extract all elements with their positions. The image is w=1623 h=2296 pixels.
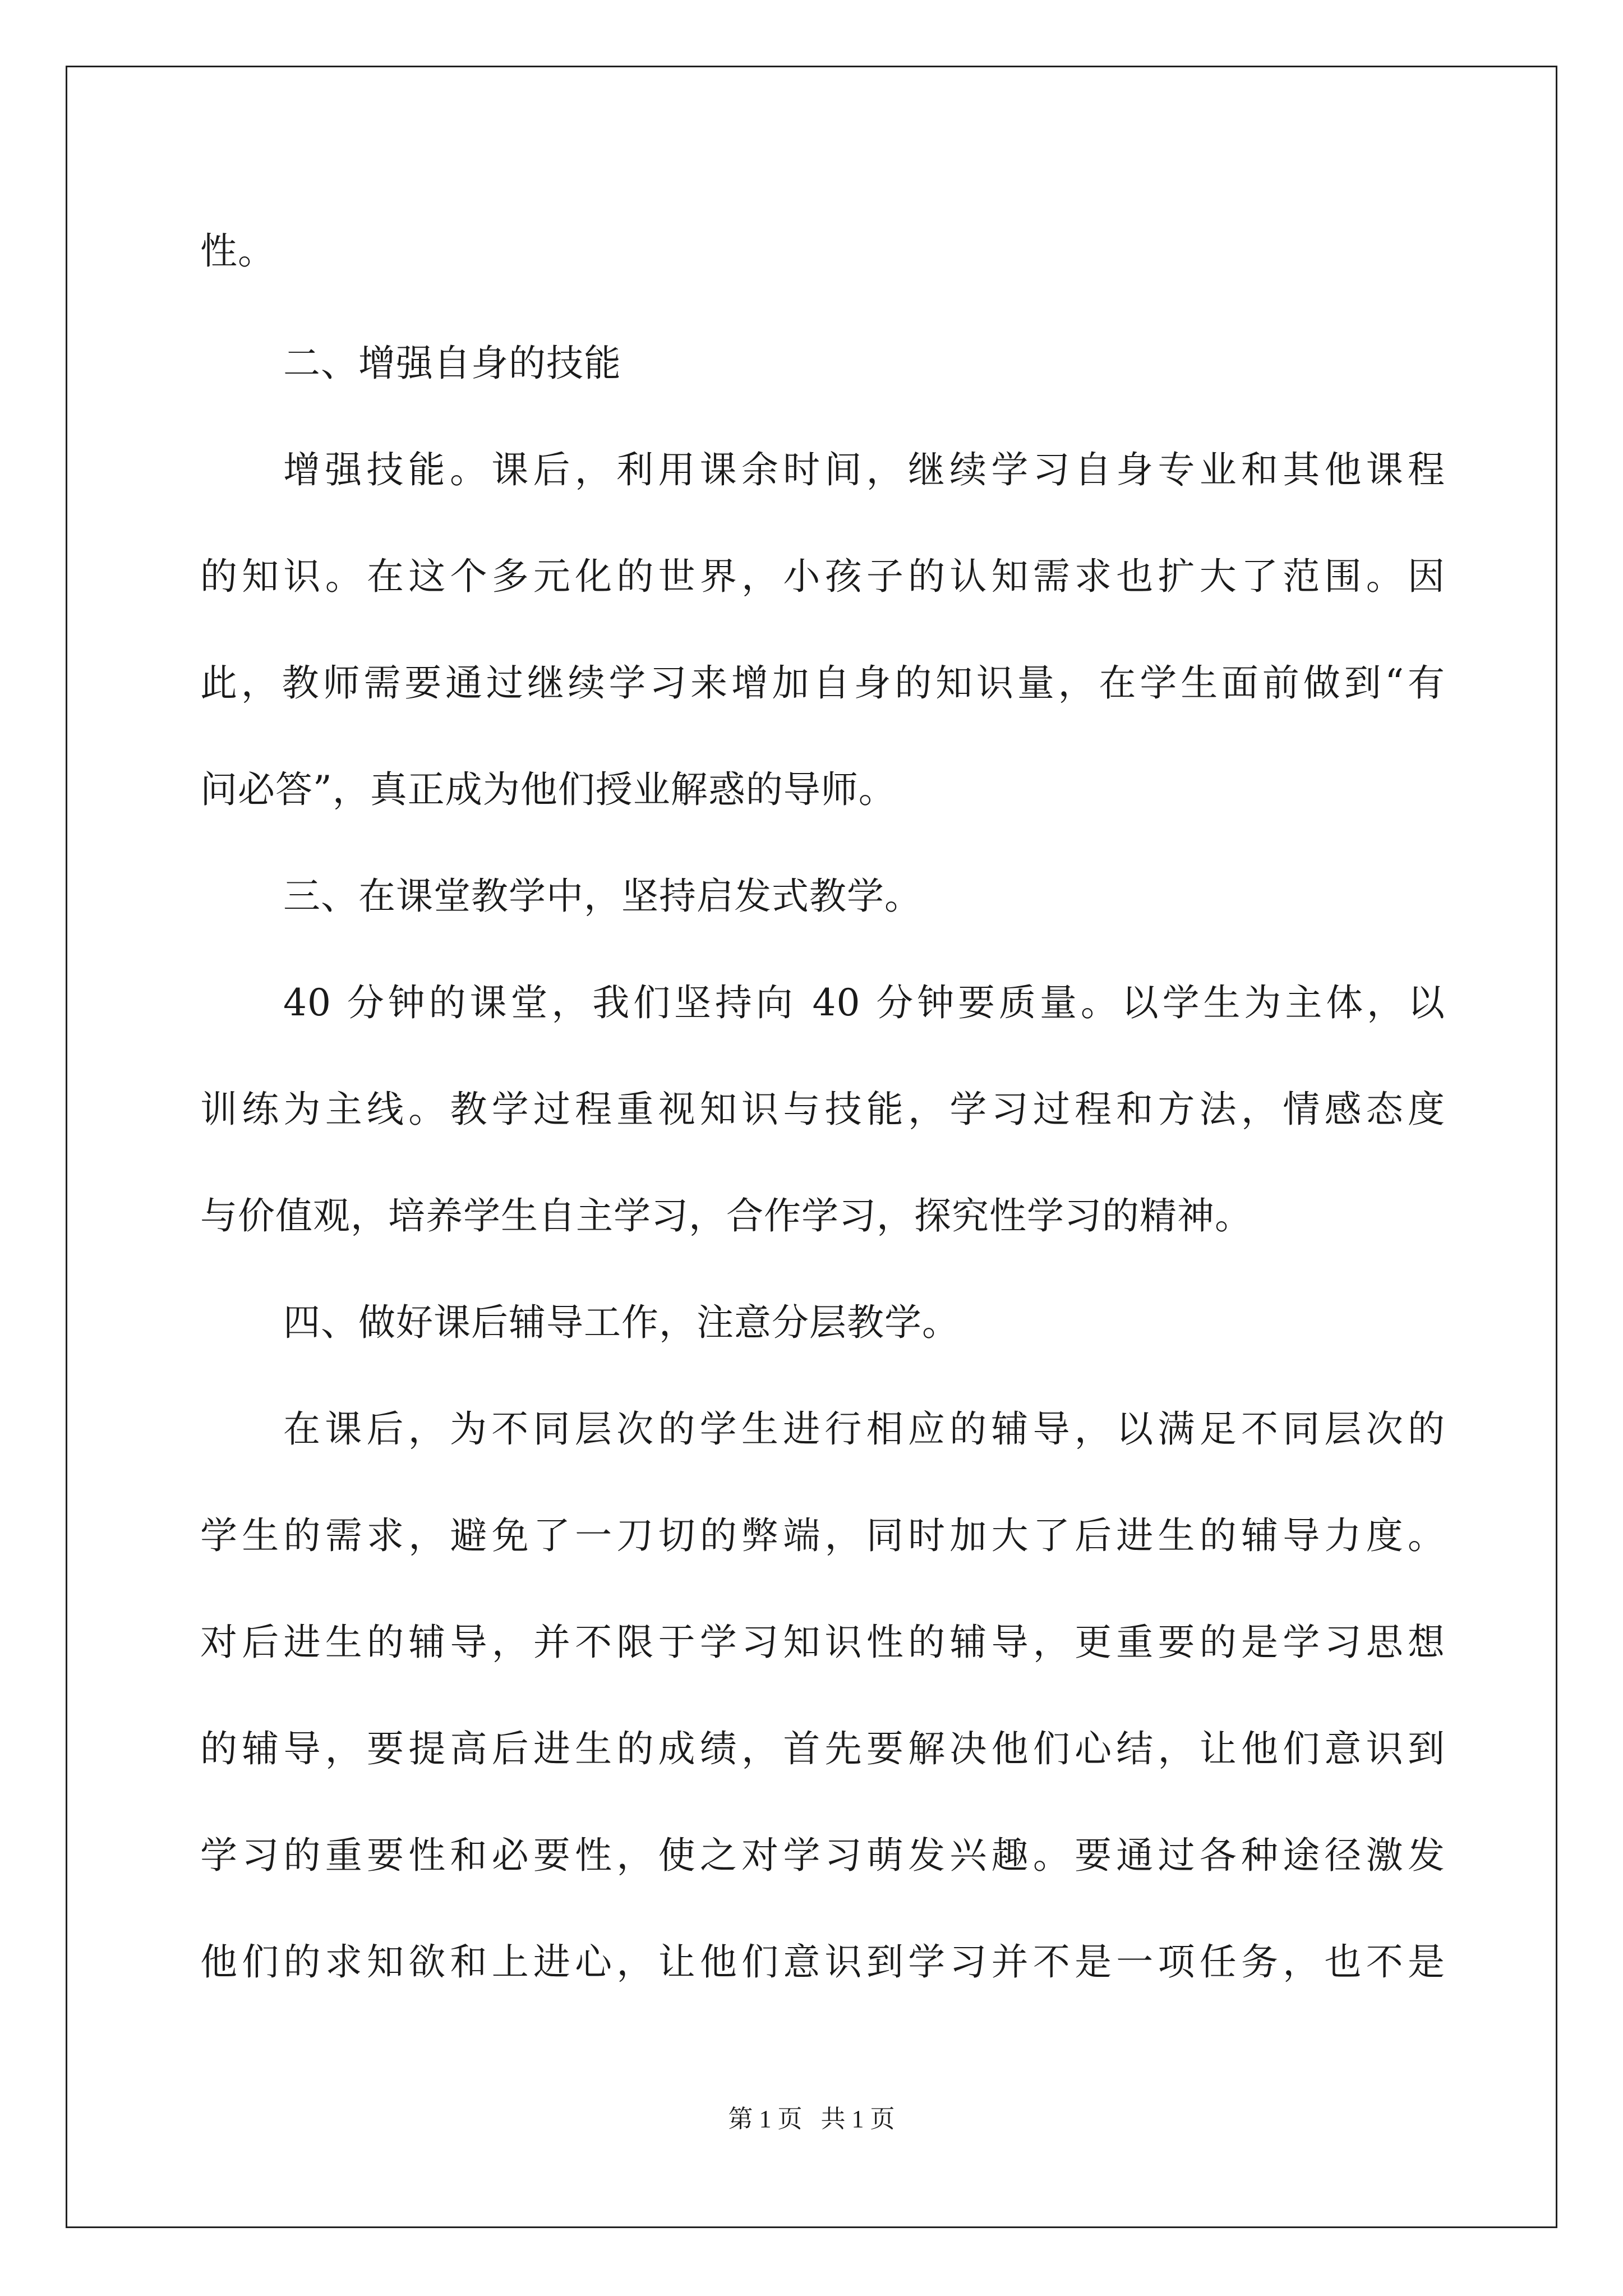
text-line: 训练为主线。教学过程重视知识与技能，学习过程和方法，情感态度	[200, 1088, 1445, 1131]
text-line: 对后进生的辅导，并不限于学习知识性的辅导，更重要的是学习思想	[200, 1621, 1445, 1664]
text-line: 在课后，为不同层次的学生进行相应的辅导，以满足不同层次的	[283, 1407, 1445, 1451]
text-line: 学习的重要性和必要性，使之对学习萌发兴趣。要通过各种途径激发	[200, 1834, 1445, 1877]
section-heading: 三、在课堂教学中，坚持启发式教学。	[283, 875, 922, 918]
text-line: 问必答”，真正成为他们授业解惑的导师。	[200, 768, 896, 811]
text-line: 增强技能。课后，利用课余时间，继续学习自身专业和其他课程	[283, 448, 1445, 491]
text-line: 与价值观，培养学生自主学习，合作学习，探究性学习的精神。	[200, 1194, 1252, 1237]
page-footer: 第 1 页 共 1 页	[728, 2105, 895, 2133]
text-line: 此，教师需要通过继续学习来增加自身的知识量，在学生面前做到“有	[200, 661, 1445, 705]
text-line: 的知识。在这个多元化的世界，小孩子的认知需求也扩大了范围。因	[200, 555, 1445, 598]
section-heading: 二、增强自身的技能	[283, 342, 621, 385]
text-line: 学生的需求，避免了一刀切的弊端，同时加大了后进生的辅导力度。	[200, 1514, 1445, 1557]
text-line: 性。	[200, 229, 275, 273]
text-line: 40 分钟的课堂，我们坚持向 40 分钟要质量。以学生为主体，以	[283, 981, 1445, 1024]
text-line: 他们的求知欲和上进心，让他们意识到学习并不是一项任务，也不是	[200, 1940, 1445, 1984]
text-line: 的辅导，要提高后进生的成绩，首先要解决他们心结，让他们意识到	[200, 1727, 1445, 1770]
section-heading: 四、做好课后辅导工作，注意分层教学。	[283, 1301, 960, 1344]
page-border	[66, 66, 1557, 2228]
